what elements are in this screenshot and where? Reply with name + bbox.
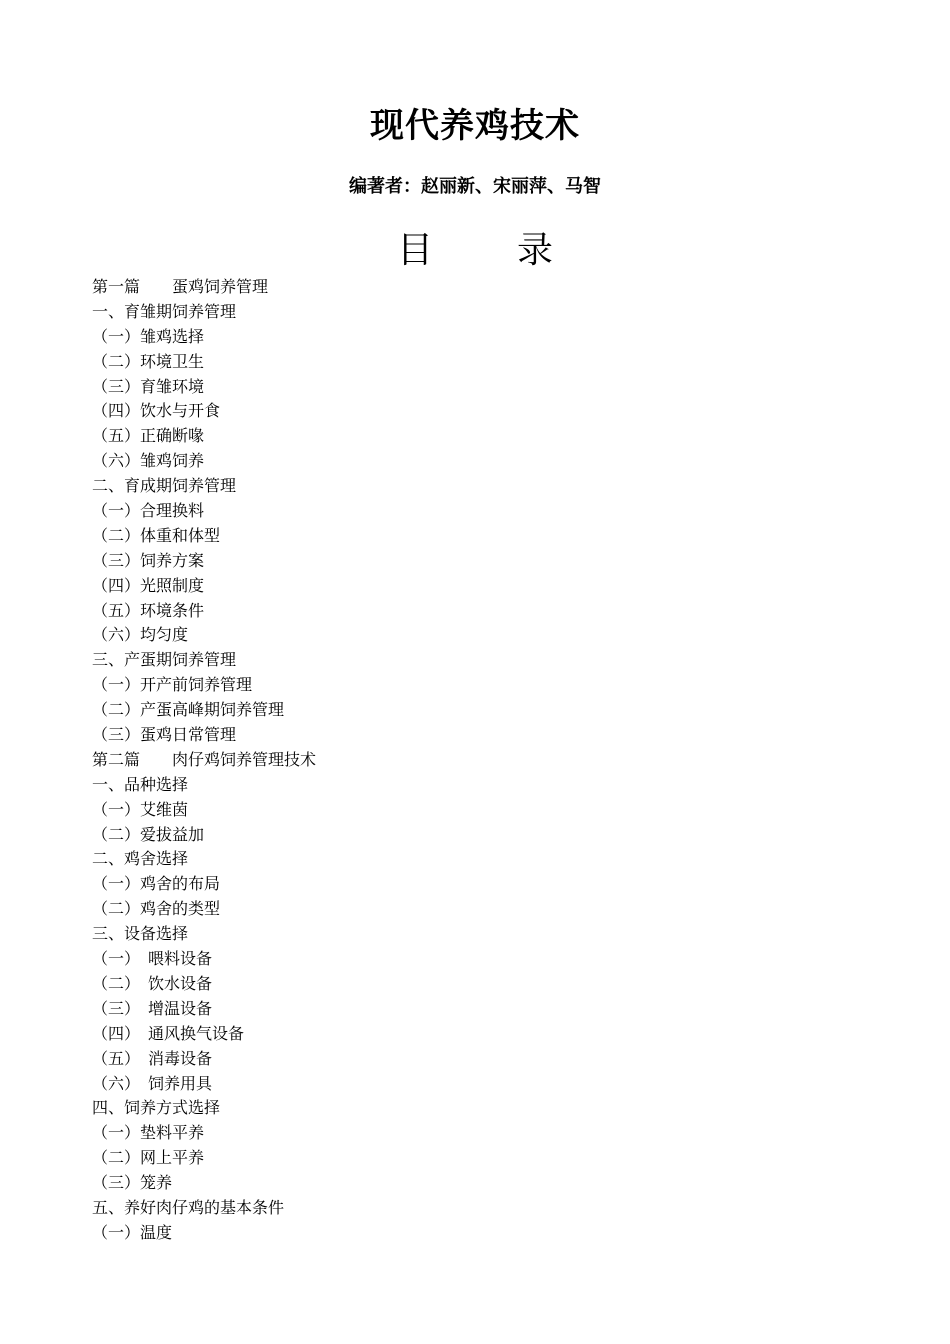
toc-entry: 三、产蛋期饲养管理 [92,650,237,670]
document-authors: 编著者：赵丽新、宋丽萍、马智 [349,176,601,197]
toc-entry: （六） 饲养用具 [92,1073,213,1093]
document-title: 现代养鸡技术 [370,106,580,146]
toc-entry: （六）雏鸡饲养 [92,451,205,471]
toc-entry: 二、鸡舍选择 [92,849,189,869]
toc-entry: （三）育雏环境 [92,376,205,396]
toc-entry: 五、养好肉仔鸡的基本条件 [92,1197,285,1217]
toc-entry: （一）垫料平养 [92,1123,205,1143]
toc-entry: （二）产蛋高峰期饲养管理 [92,700,285,720]
toc-entry: （五）环境条件 [92,600,205,620]
toc-heading-right: 录 [517,230,554,271]
table-of-contents [92,275,316,1246]
toc-entry: （三） 增温设备 [92,998,213,1018]
toc-entry: （一）鸡舍的布局 [92,874,221,894]
toc-entry: 第二篇 肉仔鸡饲养管理技术 [92,749,317,769]
toc-entry: 一、育雏期饲养管理 [92,301,237,321]
toc-entry: （一）艾维茵 [92,799,189,819]
toc-entry: （三）蛋鸡日常管理 [92,725,237,745]
toc-entry: （二）爱拔益加 [92,824,205,844]
toc-entry: （五）正确断喙 [92,426,205,446]
toc-entry: （四）光照制度 [92,575,205,595]
toc-entry: （一）温度 [92,1222,173,1242]
toc-entry: （一） 喂料设备 [92,949,213,969]
toc-entry: （一）合理换料 [92,501,205,521]
toc-entry: 三、设备选择 [92,924,189,944]
toc-entry: （二）环境卫生 [92,351,205,371]
toc-entry: （四） 通风换气设备 [92,1023,245,1043]
toc-entry: 一、品种选择 [92,774,189,794]
toc-entry: （二）鸡舍的类型 [92,899,221,919]
toc-entry: （三）笼养 [92,1173,173,1193]
toc-entry: （一）开产前饲养管理 [92,675,253,695]
toc-entry: （二） 饮水设备 [92,973,213,993]
toc-entry: 第一篇 蛋鸡饲养管理 [92,277,269,296]
toc-entry: （二）体重和体型 [92,525,221,545]
toc-heading [0,227,950,275]
toc-entry: （六）均匀度 [92,625,189,645]
toc-entry: （四）饮水与开食 [92,401,221,421]
toc-entry: （一）雏鸡选择 [92,326,205,346]
toc-entry: 四、饲养方式选择 [92,1098,221,1118]
toc-entry: 二、育成期饲养管理 [92,476,237,496]
toc-heading-left: 目 [396,230,433,271]
toc-entry: （三）饲养方案 [92,550,205,570]
toc-entry: （五） 消毒设备 [92,1048,213,1068]
toc-entry: （二）网上平养 [92,1148,205,1168]
